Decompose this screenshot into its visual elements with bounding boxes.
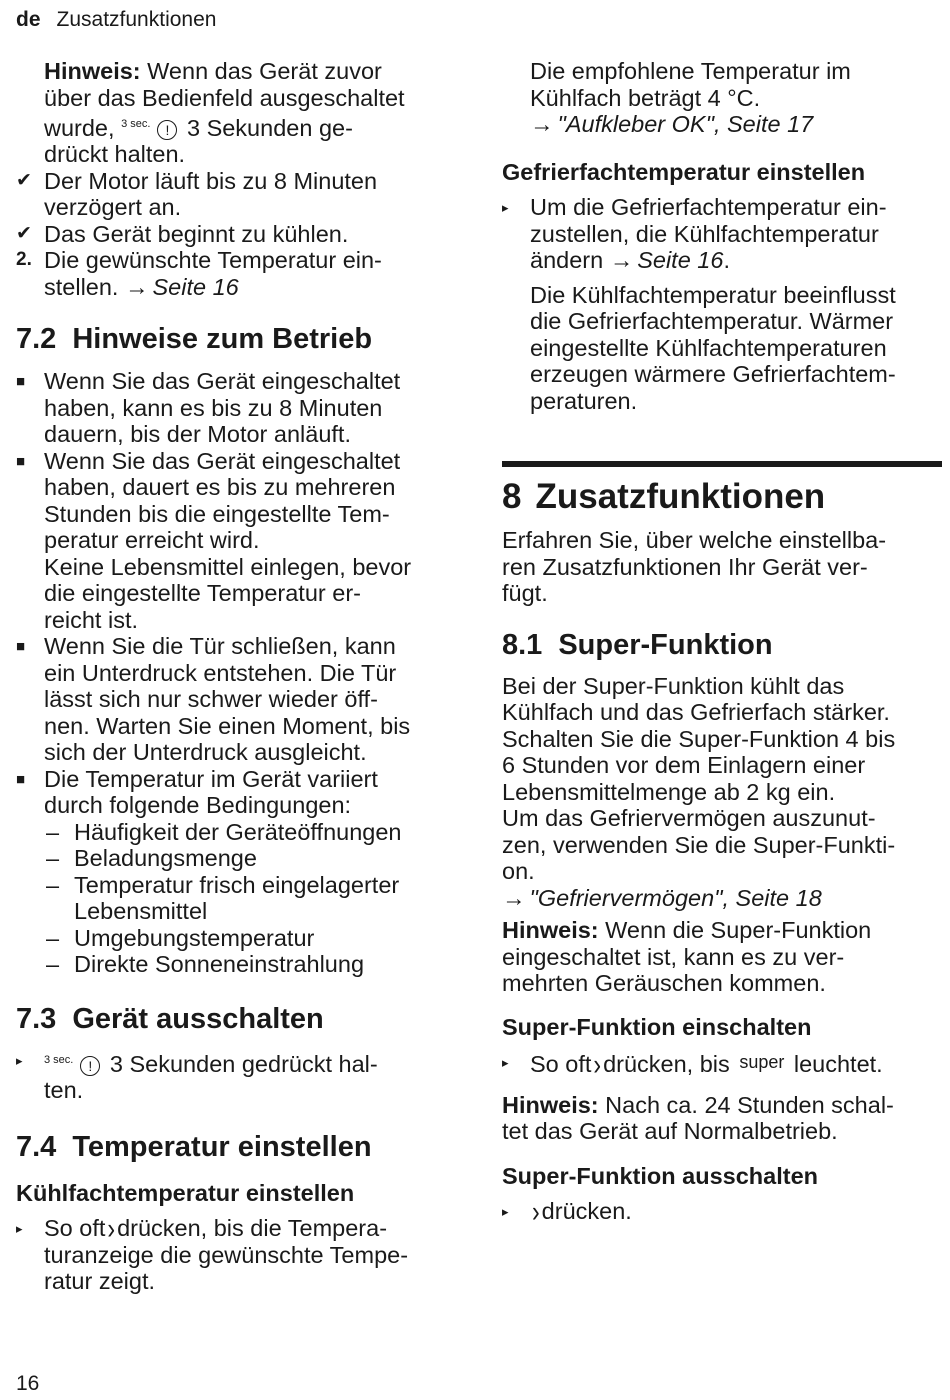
- arrow-right-icon: →: [125, 273, 149, 300]
- paragraph-text: Kühlfach und das Gefrierfach stärker.: [502, 699, 890, 725]
- note-text: tet das Gerät auf Normalbetrieb.: [502, 1118, 838, 1144]
- paragraph-text: Bei der Super-Funktion kühlt das: [502, 672, 845, 699]
- step-number: 2.: [16, 249, 32, 271]
- dash-text: Häufigkeit der Geräteöffnungen: [74, 818, 402, 845]
- action-item: [16, 1211, 452, 1295]
- action-text: .: [723, 247, 730, 273]
- note-text: wurde,: [44, 114, 115, 141]
- section-number: 7.4: [16, 1130, 57, 1163]
- dash-bullet: –: [46, 818, 60, 845]
- dash-bullet: –: [46, 951, 60, 978]
- bullet-text: die eingestellte Temperatur er-: [44, 580, 361, 607]
- note-label: Hinweis:: [502, 1091, 599, 1118]
- paragraph-text: Die empfohlene Temperatur im: [530, 58, 851, 84]
- paragraph-text: Schalten Sie die Super-Funktion 4 bis: [502, 725, 896, 752]
- bullet-item: [16, 633, 452, 766]
- note-label: Hinweis:: [502, 917, 599, 943]
- paragraph-text: Lebensmittelmenge ab 2 kg ein.: [502, 778, 836, 805]
- checkmark-icon: ✔: [16, 222, 32, 244]
- paragraph-text: Die Kühlfachtemperatur beeinflusst: [530, 281, 896, 308]
- chevron-right-icon: ›: [107, 1211, 116, 1245]
- section-title: Gerät ausschalten: [72, 1002, 324, 1035]
- bullet-text: durch folgende Bedingungen:: [44, 792, 352, 819]
- result-item: [16, 221, 452, 248]
- left-column: [16, 58, 452, 1295]
- paragraph-text: Um das Gefriervermögen auszunut-: [502, 805, 876, 831]
- action-text: ändern: [530, 247, 604, 273]
- freezer-info: [502, 282, 942, 415]
- square-bullet-icon: ■: [16, 373, 26, 391]
- checkmark-icon: ✔: [16, 169, 32, 191]
- chapter-title: Zusatzfunktionen: [535, 477, 826, 516]
- bullet-text: nen. Warten Sie einen Moment, bis: [44, 712, 411, 739]
- dash-item: [16, 819, 452, 846]
- action-text: drücken, bis die Tempera-: [117, 1215, 388, 1242]
- section-title: Hinweise zum Betrieb: [72, 323, 373, 356]
- dash-bullet: –: [46, 845, 60, 872]
- result-text: Der Motor läuft bis zu 8 Minuten: [44, 167, 378, 194]
- section-7-3-heading: [16, 1002, 452, 1036]
- dash-text: Umgebungstemperatur: [74, 924, 315, 951]
- paragraph-text: Kühlfach beträgt 4 °C.: [530, 84, 761, 111]
- super-on-heading: Super-Funktion einschalten: [502, 1013, 812, 1040]
- power-button-icon: !: [80, 1056, 100, 1076]
- dash-bullet: –: [46, 871, 60, 898]
- step-text: stellen.: [44, 273, 119, 300]
- result-text: verzögert an.: [44, 194, 182, 221]
- action-text: So oft: [530, 1051, 592, 1077]
- triangle-bullet-icon: ▸: [16, 1221, 23, 1237]
- action-text: drücken, bis: [603, 1051, 730, 1077]
- dash-text: Beladungsmenge: [74, 845, 257, 872]
- right-column: [502, 58, 942, 1228]
- paragraph-text: zen, verwenden Sie die Super-Funkti-: [502, 831, 896, 858]
- action-text: 3 Sekunden gedrückt hal-: [109, 1050, 378, 1077]
- note-text: 3 Sekunden ge-: [186, 114, 353, 141]
- step-text: Die gewünschte Temperatur ein-: [44, 247, 382, 274]
- dash-text: Lebensmittel: [74, 898, 208, 925]
- page-link[interactable]: "Gefriervermögen", Seite 18: [529, 884, 822, 911]
- three-sec-label: 3 sec.: [121, 118, 151, 130]
- arrow-right-icon: →: [502, 884, 526, 911]
- square-bullet-icon: ■: [16, 638, 26, 656]
- bullet-text: reicht ist.: [44, 606, 139, 633]
- action-item: [502, 1194, 942, 1228]
- section-number: 7.3: [16, 1002, 57, 1035]
- paragraph-text: on.: [502, 858, 535, 884]
- bullet-item: [16, 448, 452, 634]
- bullet-text: ein Unterdruck entstehen. Die Tür: [44, 659, 397, 686]
- action-item: [502, 1047, 942, 1081]
- action-text: leuchtet.: [793, 1051, 883, 1077]
- three-sec-label: 3 sec.: [44, 1053, 74, 1066]
- page-link[interactable]: Seite 16: [637, 247, 724, 273]
- note-text: Nach ca. 24 Stunden schal-: [605, 1091, 894, 1118]
- triangle-bullet-icon: ▸: [502, 1055, 509, 1070]
- dash-item: [16, 925, 452, 952]
- paragraph-text: die Gefrierfachtemperatur. Wärmer: [530, 308, 894, 334]
- chapter-number: 8: [502, 477, 522, 516]
- section-7-4-heading: [16, 1130, 452, 1164]
- note-text: mehrten Geräuschen kommen.: [502, 970, 826, 996]
- dash-text: Direkte Sonneneinstrahlung: [74, 951, 365, 978]
- note-text: Wenn die Super-Funktion: [605, 917, 872, 943]
- dash-text: Temperatur frisch eingelagerter: [74, 871, 400, 898]
- action-text: zustellen, die Kühlfachtemperatur: [530, 220, 879, 247]
- recommended-temp: [502, 58, 942, 138]
- bullet-text: Die Temperatur im Gerät variiert: [44, 765, 378, 792]
- power-button-icon: !: [157, 120, 177, 140]
- chevron-right-icon: ›: [593, 1047, 602, 1081]
- action-item: [502, 194, 942, 274]
- dash-item: [16, 845, 452, 872]
- kuehl-heading: Kühlfachtemperatur einstellen: [16, 1179, 355, 1206]
- arrow-right-icon: →: [609, 247, 634, 273]
- note-text: eingeschaltet ist, kann es zu ver-: [502, 943, 845, 970]
- page-link[interactable]: "Aufkleber OK", Seite 17: [557, 111, 814, 137]
- triangle-bullet-icon: ▸: [502, 200, 509, 215]
- bullet-text: haben, dauert es bis zu mehreren: [44, 474, 396, 501]
- note-text: drückt halten.: [44, 141, 186, 168]
- header-title: Zusatzfunktionen: [56, 8, 217, 31]
- arrow-right-icon: →: [530, 111, 554, 137]
- note-text: Wenn das Gerät zuvor: [147, 58, 382, 84]
- bullet-text: Keine Lebensmittel einlegen, bevor: [44, 553, 412, 580]
- triangle-bullet-icon: ▸: [502, 1204, 509, 1219]
- paragraph-text: peraturen.: [530, 387, 638, 414]
- action-text: drücken.: [541, 1198, 632, 1224]
- bullet-text: dauern, bis der Motor anläuft.: [44, 421, 351, 448]
- page-number: 16: [16, 1372, 40, 1395]
- square-bullet-icon: ■: [16, 452, 26, 470]
- section-number: 8.1: [502, 628, 543, 661]
- result-item: [16, 168, 452, 221]
- action-text: So oft: [44, 1215, 106, 1242]
- paragraph-text: Erfahren Sie, über welche einstellba-: [502, 527, 887, 553]
- section-title: Super-Funktion: [558, 628, 773, 661]
- square-bullet-icon: ■: [16, 770, 26, 788]
- paragraph-text: 6 Stunden vor dem Einlagern einer: [502, 752, 866, 778]
- bullet-text: lässt sich nur schwer wieder öff-: [44, 686, 378, 713]
- paragraph-text: fügt.: [502, 580, 548, 606]
- chapter-8-heading: [502, 461, 942, 517]
- result-text: Das Gerät beginnt zu kühlen.: [44, 220, 349, 247]
- section-title: Temperatur einstellen: [72, 1130, 372, 1163]
- action-text: ten.: [44, 1077, 84, 1104]
- paragraph-text: eingestellte Kühlfachtemperaturen: [530, 334, 887, 361]
- paragraph-text: erzeugen wärmere Gefrierfachtem-: [530, 361, 896, 387]
- section-7-2-heading: [16, 322, 452, 356]
- dash-bullet: –: [46, 924, 60, 951]
- page-header: [16, 8, 216, 32]
- step-item: [16, 247, 452, 300]
- bullet-text: haben, kann es bis zu 8 Minuten: [44, 394, 383, 421]
- dash-item: [16, 872, 452, 925]
- bullet-item: [16, 368, 452, 448]
- bullet-text: Stunden bis die eingestellte Tem-: [44, 500, 390, 527]
- note-power-on: [16, 58, 452, 168]
- dash-item: [16, 951, 452, 978]
- section-number: 7.2: [16, 323, 57, 356]
- action-text: Um die Gefrierfachtemperatur ein-: [530, 194, 887, 220]
- action-text: turanzeige die gewünschte Tempe-: [44, 1241, 409, 1268]
- super-indicator-label: super: [739, 1052, 785, 1072]
- chevron-right-icon: ›: [532, 1194, 540, 1228]
- language-code: de: [16, 8, 41, 31]
- bullet-text: peratur erreicht wird.: [44, 527, 260, 554]
- super-off-heading: Super-Funktion ausschalten: [502, 1162, 818, 1189]
- section-8-1-heading: [502, 628, 942, 662]
- page-link[interactable]: Seite 16: [152, 273, 239, 300]
- paragraph-text: ren Zusatzfunktionen Ihr Gerät ver-: [502, 553, 868, 580]
- bullet-item: [16, 766, 452, 819]
- bullet-text: sich der Unterdruck ausgleicht.: [44, 739, 367, 766]
- bullet-text: Wenn Sie die Tür schließen, kann: [44, 633, 396, 660]
- triangle-bullet-icon: ▸: [16, 1052, 23, 1068]
- bullet-text: Wenn Sie das Gerät eingeschaltet: [44, 368, 401, 395]
- action-text: ratur zeigt.: [44, 1268, 156, 1295]
- note-text: über das Bedienfeld ausgeschaltet: [44, 84, 405, 111]
- bullet-text: Wenn Sie das Gerät eingeschaltet: [44, 447, 401, 474]
- action-item: [16, 1047, 452, 1104]
- gefrier-heading: Gefrierfachtemperatur einstellen: [502, 158, 866, 185]
- note-label: Hinweis:: [44, 58, 141, 84]
